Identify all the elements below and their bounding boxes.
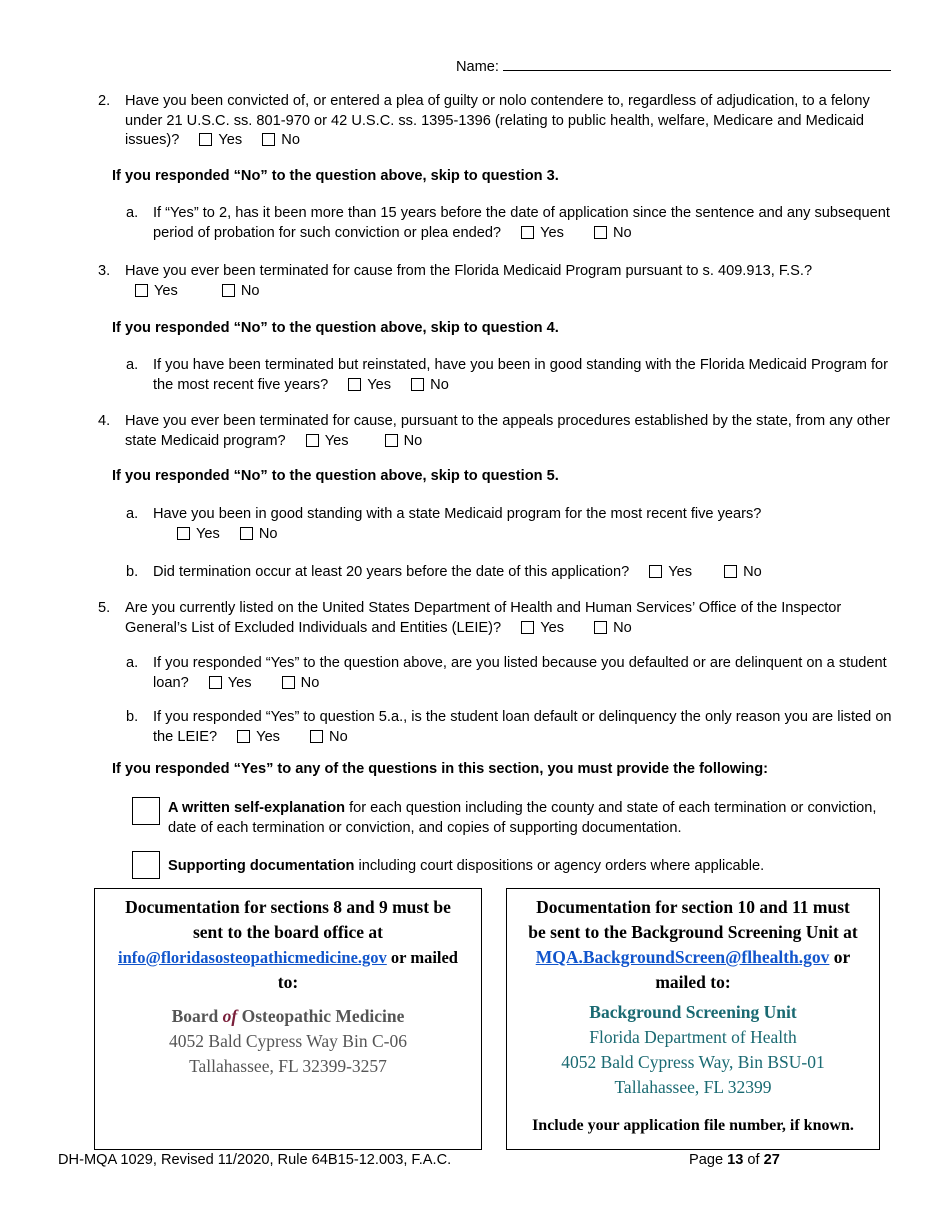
no-checkbox[interactable]: [594, 621, 607, 634]
no-checkbox[interactable]: [240, 527, 253, 540]
yes-option[interactable]: Yes: [177, 525, 220, 545]
question-2: [98, 92, 898, 151]
yes-checkbox[interactable]: [177, 527, 190, 540]
question-5b: [126, 708, 896, 747]
yes-option[interactable]: Yes: [209, 674, 252, 694]
question-3: [98, 262, 898, 301]
no-checkbox[interactable]: [282, 676, 295, 689]
yes-option[interactable]: Yes: [521, 224, 564, 244]
question-text: If “Yes” to 2, has it been more than 15 years before the date of application since the sentence and any subsequent period of probation for such conviction or plea ended?: [153, 205, 890, 241]
question-4: [98, 412, 898, 451]
yes-option[interactable]: Yes: [237, 728, 280, 748]
question-text: Did termination occur at least 20 years before the date of this application?: [153, 564, 630, 580]
no-option[interactable]: No: [222, 282, 260, 302]
question-number: 3.: [98, 263, 111, 279]
no-option[interactable]: No: [594, 224, 632, 244]
yes-checkbox[interactable]: [209, 676, 222, 689]
question-2a: [126, 204, 896, 243]
no-checkbox[interactable]: [594, 226, 607, 239]
no-checkbox[interactable]: [262, 133, 275, 146]
yes-option[interactable]: Yes: [649, 563, 692, 583]
board-name: Board of Osteopathic Medicine: [171, 1006, 405, 1026]
no-option[interactable]: No: [282, 674, 320, 694]
question-text: Have you ever been terminated for cause from the Florida Medicaid Program pursuant to s. 409.913, F.S.?: [125, 263, 813, 279]
question-letter: a.: [126, 357, 139, 373]
yes-checkbox[interactable]: [521, 226, 534, 239]
supporting-docs-checkbox[interactable]: [132, 851, 160, 879]
bsu-dept: Florida Department of Health: [589, 1027, 797, 1047]
no-option[interactable]: No: [594, 619, 632, 639]
no-option[interactable]: No: [240, 525, 278, 545]
board-email-link[interactable]: info@floridasosteopathicmedicine.gov: [118, 948, 387, 967]
board-office-box: Documentation for sections 8 and 9 must be sent to the board office at info@floridasosteopathicmedicine.gov or mailed to: Board of Osteopathic Medicine 4052 Bald Cypress Way Bin C-06 Tallahassee, FL 32399-3257: [94, 888, 482, 1150]
question-letter: b.: [126, 709, 139, 725]
question-3a: [126, 356, 896, 395]
question-text: Have you been in good standing with a state Medicaid program for the most recent five years?: [153, 506, 762, 522]
question-letter: a.: [126, 655, 139, 671]
question-number: 5.: [98, 600, 111, 616]
no-checkbox[interactable]: [724, 565, 737, 578]
bsu-name: Background Screening Unit: [589, 1002, 797, 1022]
no-checkbox[interactable]: [310, 730, 323, 743]
question-number: 4.: [98, 413, 111, 429]
no-checkbox[interactable]: [222, 284, 235, 297]
question-4a: [126, 505, 896, 544]
question-letter: b.: [126, 564, 139, 580]
yes-option[interactable]: Yes: [306, 432, 349, 452]
supporting-docs-text: Supporting documentation including court dispositions or agency orders where applicable.: [168, 858, 765, 874]
question-4b: [126, 563, 896, 583]
skip-note-4: If you responded “No” to the question above, skip to question 4.: [112, 320, 559, 336]
background-screening-box: Documentation for section 10 and 11 must be sent to the Background Screening Unit at MQA.BackgroundScreen@flhealth.gov or mailed to: Background Screening Unit Florida Department of Health 4052 Bald Cypress Way, Bin BSU-01 Tallahassee, FL 32399 Include your application file number, if known.: [506, 888, 880, 1150]
question-text: Have you been convicted of, or entered a plea of guilty or nolo contendere to, regardless of adjudication, to a felony under 21 U.S.C. ss. 801-970 or 42 U.S.C. ss. 1395-1396 (relating to public health, welfare, Medicare and Medicaid issues)?: [125, 93, 870, 148]
skip-note-3: If you responded “No” to the question above, skip to question 3.: [112, 168, 559, 184]
yes-option[interactable]: Yes: [135, 282, 178, 302]
no-option[interactable]: No: [411, 376, 449, 396]
yes-option[interactable]: Yes: [521, 619, 564, 639]
board-address-1: 4052 Bald Cypress Way Bin C-06: [169, 1031, 407, 1051]
question-text: Have you ever been terminated for cause, pursuant to the appeals procedures established by the state, from any other state Medicaid program?: [125, 413, 891, 449]
question-text: Are you currently listed on the United States Department of Health and Human Services’ Office of the Inspector General’s List of Excluded Individuals and Entities (LEIE)?: [125, 600, 842, 636]
yes-checkbox[interactable]: [306, 434, 319, 447]
yes-checkbox[interactable]: [237, 730, 250, 743]
yes-option[interactable]: Yes: [348, 376, 391, 396]
skip-note-5: If you responded “No” to the question above, skip to question 5.: [112, 468, 559, 484]
name-row: [456, 56, 891, 75]
yes-checkbox[interactable]: [135, 284, 148, 297]
background-email-link[interactable]: MQA.BackgroundScreen@flhealth.gov: [535, 947, 830, 967]
no-option[interactable]: No: [262, 131, 300, 151]
no-checkbox[interactable]: [411, 378, 424, 391]
no-checkbox[interactable]: [385, 434, 398, 447]
name-field[interactable]: [503, 56, 891, 71]
no-option[interactable]: No: [385, 432, 423, 452]
bsu-address-1: 4052 Bald Cypress Way, Bin BSU-01: [561, 1052, 825, 1072]
include-note: Include your application file number, if known.: [532, 1117, 854, 1134]
bsu-address-2: Tallahassee, FL 32399: [614, 1077, 772, 1097]
no-option[interactable]: No: [724, 563, 762, 583]
yes-checkbox[interactable]: [649, 565, 662, 578]
form-id: DH-MQA 1029, Revised 11/2020, Rule 64B15-12.003, F.A.C.: [58, 1152, 452, 1168]
self-explanation-text: A written self-explanation for each question including the county and state of each termination or conviction, date of each termination or conviction, and copies of supporting documentation.: [168, 800, 877, 836]
board-address-2: Tallahassee, FL 32399-3257: [189, 1056, 387, 1076]
name-label: Name:: [456, 59, 499, 75]
yes-checkbox[interactable]: [348, 378, 361, 391]
question-5a: [126, 654, 896, 693]
question-letter: a.: [126, 506, 139, 522]
yes-option[interactable]: Yes: [199, 131, 242, 151]
question-letter: a.: [126, 205, 139, 221]
yes-checkbox[interactable]: [521, 621, 534, 634]
yes-checkbox[interactable]: [199, 133, 212, 146]
question-text: If you responded “Yes” to the question above, are you listed because you defaulted or are delinquent on a student loan?: [153, 655, 887, 691]
no-option[interactable]: No: [310, 728, 348, 748]
question-number: 2.: [98, 93, 111, 109]
provide-note: If you responded “Yes” to any of the questions in this section, you must provide the following:: [112, 761, 768, 777]
question-5: [98, 599, 898, 638]
question-text: If you responded “Yes” to question 5.a., is the student loan default or delinquency the only reason you are listed on the LEIE?: [153, 709, 892, 745]
self-explanation-checkbox[interactable]: [132, 797, 160, 825]
question-text: If you have been terminated but reinstated, have you been in good standing with the Florida Medicaid Program for the most recent five years?: [153, 357, 888, 393]
page-number: Page 13 of 27: [689, 1152, 780, 1168]
